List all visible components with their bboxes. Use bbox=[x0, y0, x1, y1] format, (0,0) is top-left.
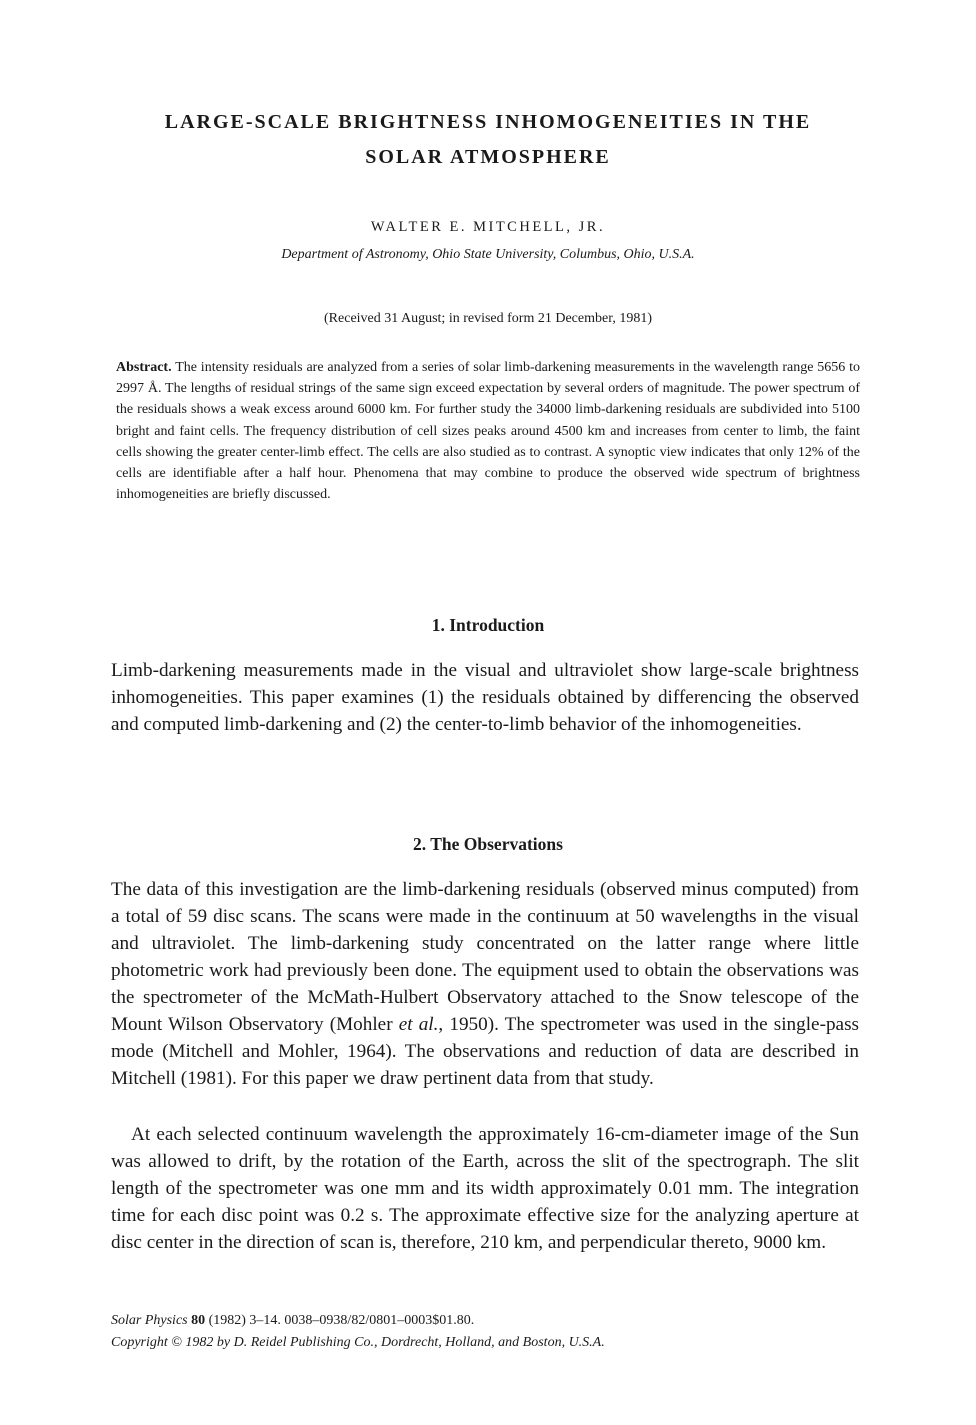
received-date: (Received 31 August; in revised form 21 December, 1981) bbox=[324, 311, 652, 326]
observations-paragraph-1 bbox=[111, 876, 859, 1092]
journal-volume: 80 bbox=[191, 1313, 206, 1328]
section-heading-introduction: 1. Introduction bbox=[431, 615, 545, 635]
journal-citation bbox=[111, 1310, 859, 1332]
abstract-label: Abstract. bbox=[116, 360, 172, 375]
author-name: WALTER E. MITCHELL, JR. bbox=[370, 219, 606, 235]
observations-paragraph-1-part-b: , 1950). The spectrometer was used in the single-pass mode (Mitchell and Mohler, 1964). The observations and reduction of data are described in Mitchell (1981). For this paper we draw pertinent data from that study. bbox=[111, 1014, 860, 1089]
et-al-citation: et al. bbox=[398, 1014, 439, 1035]
footer-citation bbox=[111, 1310, 859, 1354]
journal-name: Solar Physics bbox=[111, 1313, 188, 1328]
abstract-text: The intensity residuals are analyzed from a series of solar limb-darkening measurements in the wavelength range 5656 to 2997 Å. The lengths of residual strings of the same sign exceed expectation by several orders of magnitude. The power spectrum of the residuals shows a weak excess around 6000 km. For further study the 34000 limb-darkening residuals are subdivided into 5100 bright and faint cells. The frequency distribution of cell sizes peaks around 4500 km and increases from center to limb, the faint cells showing the greater center-limb effect. The cells are also studied as to contrast. A synoptic view indicates that only 12% of the cells are identifiable after a half hour. Phenomena that may combine to produce the observed wide spectrum of brightness inhomogeneities are briefly discussed. bbox=[116, 360, 861, 503]
observations-paragraph-2: At each selected continuum wavelength the approximately 16-cm-diameter image of the Sun was allowed to drift, by the rotation of the Earth, across the slit of the spectrograph. The slit length of the spectrometer was one mm and its width approximately 0.01 mm. The integration time for each disc point was 0.2 s. The approximate effective size for the analyzing aperture at disc center in the direction of scan is, therefore, 210 km, and perpendicular thereto, 9000 km. bbox=[111, 1124, 859, 1253]
observations-paragraph-1-part-a: The data of this investigation are the limb-darkening residuals (observed minus computed) from a total of 59 disc scans. The scans were made in the continuum at 50 wavelengths in the visual and ultraviolet. The limb-darkening study concentrated on the latter range where little photometric work had previously been done. The equipment used to obtain the observations was the spectrometer of the McMath-Hulbert Observatory attached to the Snow telescope of the Mount Wilson Observatory (Mohler bbox=[111, 879, 859, 1035]
citation-details: (1982) 3–14. 0038–0938/82/0801–0003$01.80. bbox=[205, 1313, 475, 1328]
abstract bbox=[116, 357, 860, 505]
paper-title-line-2: SOLAR ATMOSPHERE bbox=[365, 146, 611, 168]
paper-title-line-1: LARGE-SCALE BRIGHTNESS INHOMOGENEITIES IN THE bbox=[164, 111, 812, 133]
copyright-line bbox=[111, 1332, 859, 1354]
section-heading-observations: 2. The Observations bbox=[413, 834, 563, 854]
copyright-text: Copyright © 1982 by D. Reidel Publishing Co., Dordrecht, Holland, and Boston, U.S.A. bbox=[111, 1335, 605, 1350]
author-affiliation: Department of Astronomy, Ohio State University, Columbus, Ohio, U.S.A. bbox=[281, 247, 695, 262]
introduction-paragraph: Limb-darkening measurements made in the visual and ultraviolet show large-scale brightness inhomogeneities. This paper examines (1) the residuals obtained by differencing the observed and computed limb-darkening and (2) the center-to-limb behavior of the inhomogeneities. bbox=[111, 660, 859, 735]
